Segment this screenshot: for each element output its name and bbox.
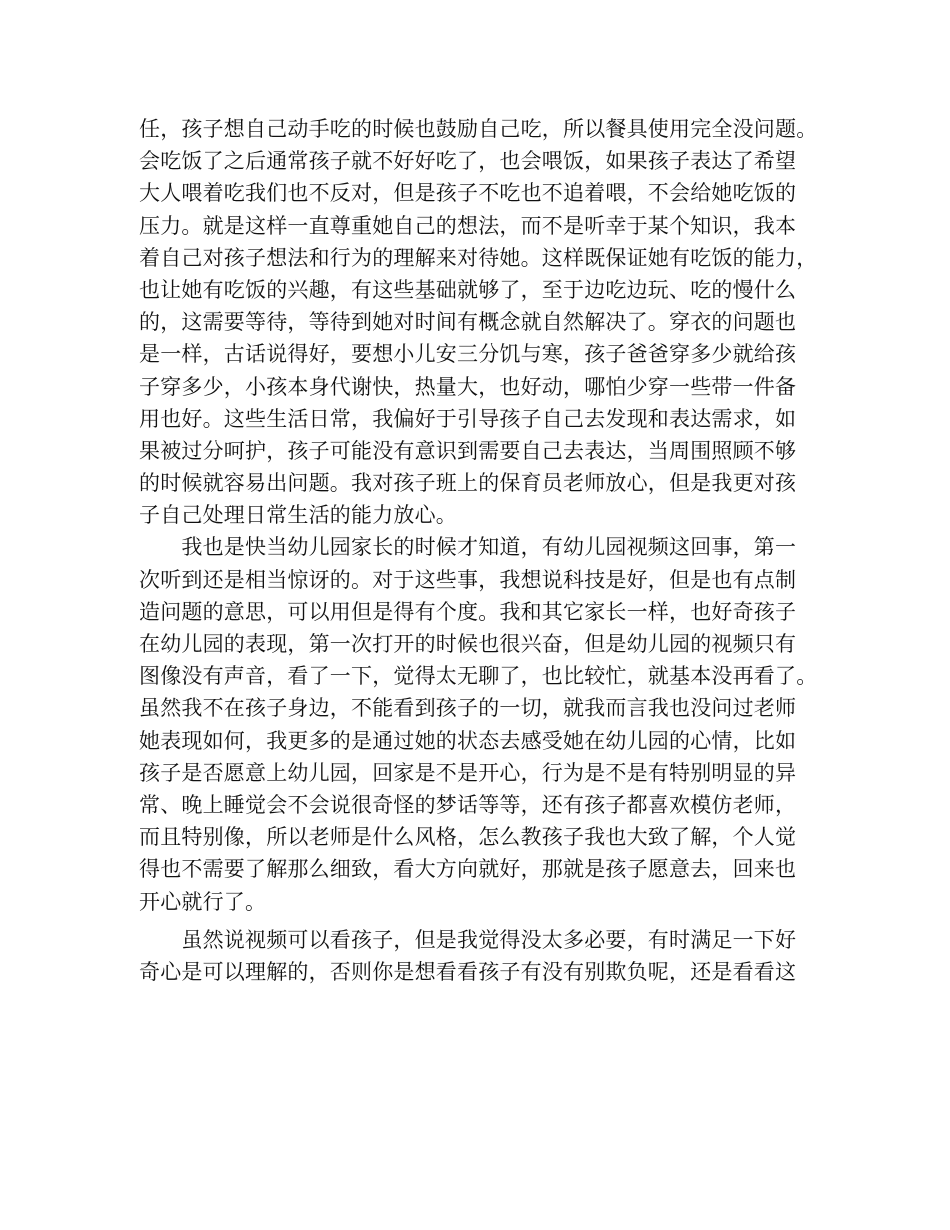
text-line: 着自己对孩子想法和行为的理解来对待她。这样既保证她有吃饭的能力， <box>139 245 818 270</box>
text-line: 她表现如何，我更多的是通过她的状态去感受她在幼儿园的心情，比如 <box>139 728 797 753</box>
text-line: 的，这需要等待，等待到她对时间有概念就自然解决了。穿衣的问题也 <box>139 310 797 335</box>
paragraph-3 <box>139 924 829 988</box>
text-line: 果被过分呵护，孩子可能没有意识到需要自己去表达，当周围照顾不够 <box>139 438 797 463</box>
text-line: 虽然我不在孩子身边，不能看到孩子的一切，就我而言我也没问过老师 <box>139 696 797 721</box>
text-line: 大人喂着吃我们也不反对，但是孩子不吃也不追着喂，不会给她吃饭的 <box>139 181 797 206</box>
text-line: 会吃饭了之后通常孩子就不好好吃了，也会喂饭，如果孩子表达了希望 <box>139 149 797 174</box>
text-line: 造问题的意思，可以用但是得有个度。我和其它家长一样，也好奇孩子 <box>139 599 797 624</box>
text-line: 虽然说视频可以看孩子，但是我觉得没太多必要，有时满足一下好 <box>139 927 797 952</box>
text-line: 次听到还是相当惊讶的。对于这些事，我想说科技是好，但是也有点制 <box>139 567 797 592</box>
text-line: 图像没有声音，看了一下，觉得太无聊了，也比较忙，就基本没再看了。 <box>139 664 818 689</box>
text-line: 而且特别像，所以老师是什么风格，怎么教孩子我也大致了解，个人觉 <box>139 825 797 850</box>
text-line: 用也好。这些生活日常，我偏好于引导孩子自己去发现和表达需求，如 <box>139 406 797 431</box>
text-line: 的时候就容易出问题。我对孩子班上的保育员老师放心，但是我更对孩 <box>139 471 797 496</box>
text-line: 得也不需要了解那么细致，看大方向就好，那就是孩子愿意去，回来也 <box>139 857 797 882</box>
text-line: 开心就行了。 <box>139 889 267 914</box>
text-line: 任，孩子想自己动手吃的时候也鼓励自己吃，所以餐具使用完全没问题。 <box>139 117 818 141</box>
text-line: 子穿多少，小孩本身代谢快，热量大，也好动，哪怕少穿一些带一件备 <box>139 374 797 399</box>
document-body <box>139 113 829 988</box>
text-line: 是一样，古话说得好，要想小儿安三分饥与寒，孩子爸爸穿多少就给孩 <box>139 342 797 367</box>
text-line: 奇心是可以理解的，否则你是想看看孩子有没有别欺负呢，还是看看这 <box>139 959 797 984</box>
paragraph-1 <box>139 113 829 531</box>
text-line: 压力。就是这样一直尊重她自己的想法，而不是听幸于某个知识，我本 <box>139 213 797 238</box>
text-line: 孩子是否愿意上幼儿园，回家是不是开心，行为是不是有特别明显的异 <box>139 760 797 785</box>
text-line: 子自己处理日常生活的能力放心。 <box>139 503 457 528</box>
paragraph-2 <box>139 531 829 917</box>
text-line: 常、晚上睡觉会不会说很奇怪的梦话等等，还有孩子都喜欢模仿老师， <box>139 792 797 817</box>
text-line: 在幼儿园的表现，第一次打开的时候也很兴奋，但是幼儿园的视频只有 <box>139 632 797 656</box>
text-line: 我也是快当幼儿园家长的时候才知道，有幼儿园视频这回事，第一 <box>139 535 797 560</box>
text-line: 也让她有吃饭的兴趣，有这些基础就够了，至于边吃边玩、吃的慢什么 <box>139 277 797 302</box>
